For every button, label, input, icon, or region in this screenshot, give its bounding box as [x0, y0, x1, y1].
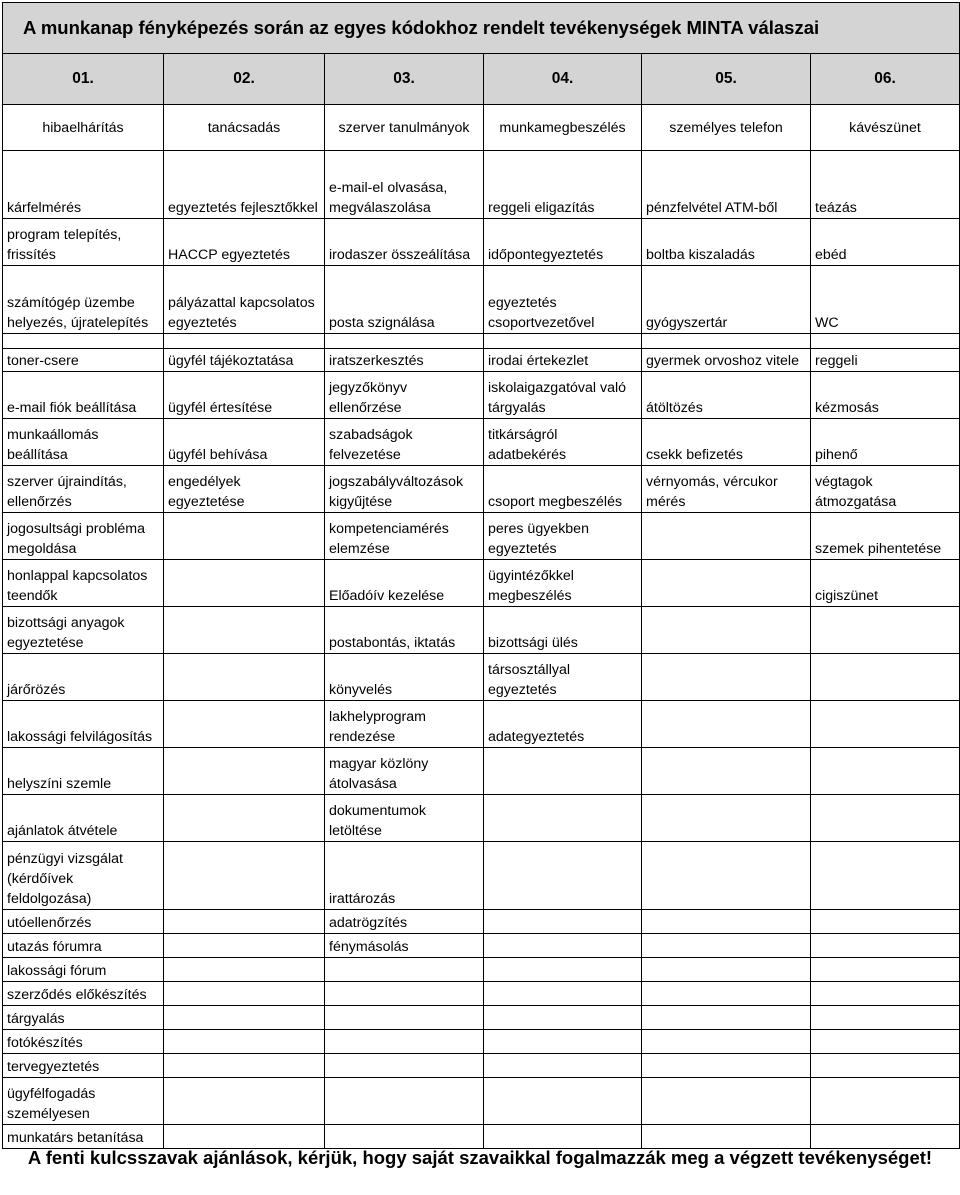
table-row-cell-4: irodai értekezlet — [484, 349, 642, 372]
table-row-cell-5: csekk befizetés — [642, 419, 811, 466]
table-row-cell-1: helyszíni szemle — [3, 748, 164, 795]
table-row-cell-2: engedélyek egyeztetése — [164, 466, 325, 513]
activity-table — [2, 2, 960, 1149]
table-row-cell-1: honlappal kapcsolatos teendők — [3, 560, 164, 607]
spacer-cell — [325, 334, 484, 349]
table-row — [3, 466, 960, 513]
table-row-cell-2 — [164, 1078, 325, 1125]
table-row — [3, 910, 960, 934]
table-row-cell-2 — [164, 701, 325, 748]
table-row-cell-1: számítógép üzembe helyezés, újratelepítés — [3, 266, 164, 334]
table-row-cell-5: gyermek orvoshoz vitele — [642, 349, 811, 372]
table-row-cell-5 — [642, 795, 811, 842]
table-row-cell-5: átöltözés — [642, 372, 811, 419]
table-row-cell-6: pihenő — [811, 419, 960, 466]
table-row-cell-4: adategyeztetés — [484, 701, 642, 748]
table-row-cell-5 — [642, 513, 811, 560]
table-row-cell-2 — [164, 842, 325, 910]
table-row-cell-1: szerver újraindítás, ellenőrzés — [3, 466, 164, 513]
table-row-cell-2 — [164, 560, 325, 607]
code-row-cell-4: 04. — [484, 54, 642, 105]
table-row-cell-1: munkaállomás beállítása — [3, 419, 164, 466]
table-row-cell-5: vérnyomás, vércukor mérés — [642, 466, 811, 513]
table-row-cell-4: peres ügyekben egyeztetés — [484, 513, 642, 560]
table-row-cell-6 — [811, 654, 960, 701]
table-row-cell-1: lakossági fórum — [3, 958, 164, 982]
header-row-cell-5: személyes telefon — [642, 105, 811, 151]
table-row-cell-4 — [484, 1078, 642, 1125]
table-row-cell-5 — [642, 1078, 811, 1125]
spacer-cell — [164, 334, 325, 349]
table-row-cell-4 — [484, 842, 642, 910]
table-row-cell-3 — [325, 1125, 484, 1149]
table-row-cell-2 — [164, 910, 325, 934]
table-row-cell-4: bizottsági ülés — [484, 607, 642, 654]
table-row-cell-4 — [484, 1030, 642, 1054]
table-row-cell-5 — [642, 842, 811, 910]
table-row-cell-1: munkatárs betanítása — [3, 1125, 164, 1149]
table-row — [3, 372, 960, 419]
table-row-cell-3 — [325, 1078, 484, 1125]
table-row-cell-6 — [811, 982, 960, 1006]
table-row — [3, 1125, 960, 1149]
table-row-cell-5: boltba kiszaladás — [642, 219, 811, 266]
table-row-cell-5 — [642, 1030, 811, 1054]
table-row — [3, 419, 960, 466]
table-row-cell-2: pályázattal kapcsolatos egyeztetés — [164, 266, 325, 334]
table-row-cell-2: ügyfél értesítése — [164, 372, 325, 419]
table-row-cell-5: pénzfelvétel ATM-ből — [642, 151, 811, 219]
table-row-cell-5 — [642, 910, 811, 934]
table-row-cell-4: iskolaigazgatóval való tárgyalás — [484, 372, 642, 419]
table-row-cell-4: társosztállyal egyeztetés — [484, 654, 642, 701]
table-row-cell-6: szemek pihentetése — [811, 513, 960, 560]
table-row-cell-6: ebéd — [811, 219, 960, 266]
table-row — [3, 607, 960, 654]
table-row-cell-4 — [484, 982, 642, 1006]
table-row — [3, 795, 960, 842]
table-row — [3, 219, 960, 266]
table-row — [3, 934, 960, 958]
table-row-cell-6: cigiszünet — [811, 560, 960, 607]
table-row-cell-3: adatrögzítés — [325, 910, 484, 934]
table-row — [3, 513, 960, 560]
table-row-cell-2: HACCP egyeztetés — [164, 219, 325, 266]
code-row-cell-3: 03. — [325, 54, 484, 105]
table-row-cell-6 — [811, 1125, 960, 1149]
header-row-cell-2: tanácsadás — [164, 105, 325, 151]
table-row-cell-6: kézmosás — [811, 372, 960, 419]
table-row-cell-6 — [811, 958, 960, 982]
table-row-cell-4: ügyintézőkkel megbeszélés — [484, 560, 642, 607]
table-row-cell-4 — [484, 958, 642, 982]
table-row-cell-1: toner-csere — [3, 349, 164, 372]
table-row-cell-4: csoport megbeszélés — [484, 466, 642, 513]
table-row-cell-1: bizottsági anyagok egyeztetése — [3, 607, 164, 654]
table-row-cell-5 — [642, 607, 811, 654]
table-row-cell-3 — [325, 982, 484, 1006]
table-row-cell-5 — [642, 1006, 811, 1030]
table-row-cell-5 — [642, 701, 811, 748]
table-row-cell-3: irodaszer összeálítása — [325, 219, 484, 266]
header-row-cell-1: hibaelhárítás — [3, 105, 164, 151]
table-row — [3, 958, 960, 982]
table-row-cell-2 — [164, 1125, 325, 1149]
table-row — [3, 654, 960, 701]
code-row-cell-5: 05. — [642, 54, 811, 105]
spacer-cell — [484, 334, 642, 349]
code-row-cell-1: 01. — [3, 54, 164, 105]
table-row-cell-4 — [484, 910, 642, 934]
table-row-cell-1: tárgyalás — [3, 1006, 164, 1030]
table-row-cell-3: fénymásolás — [325, 934, 484, 958]
table-row-cell-4: időpontegyeztetés — [484, 219, 642, 266]
table-row-cell-3: dokumentumok letöltése — [325, 795, 484, 842]
table-row-cell-1: program telepítés, frissítés — [3, 219, 164, 266]
table-row-cell-5 — [642, 654, 811, 701]
table-row-cell-5 — [642, 982, 811, 1006]
table-row — [3, 560, 960, 607]
table-row-cell-4 — [484, 1125, 642, 1149]
table-row-cell-1: kárfelmérés — [3, 151, 164, 219]
table-row-cell-2 — [164, 748, 325, 795]
table-row-cell-3 — [325, 1030, 484, 1054]
table-row-cell-1: utazás fórumra — [3, 934, 164, 958]
table-row-cell-3: könyvelés — [325, 654, 484, 701]
table-row — [3, 1078, 960, 1125]
table-row — [3, 982, 960, 1006]
table-row-cell-1: fotókészítés — [3, 1030, 164, 1054]
table-row-cell-6 — [811, 748, 960, 795]
table-row-cell-4: reggeli eligazítás — [484, 151, 642, 219]
table-row-cell-1: tervegyeztetés — [3, 1054, 164, 1078]
table-row — [3, 266, 960, 334]
table-row-cell-3: magyar közlöny átolvasása — [325, 748, 484, 795]
table-row-cell-3: jegyzőkönyv ellenőrzése — [325, 372, 484, 419]
table-row-cell-5 — [642, 934, 811, 958]
table-row-cell-6 — [811, 1078, 960, 1125]
spacer-row — [3, 334, 960, 349]
table-row-cell-3: kompetenciamérés elemzése — [325, 513, 484, 560]
table-row-cell-2 — [164, 1054, 325, 1078]
table-row-cell-6: WC — [811, 266, 960, 334]
table-row-cell-5 — [642, 560, 811, 607]
table-row-cell-3: e-mail-el olvasása, megválaszolása — [325, 151, 484, 219]
table-row-cell-6 — [811, 934, 960, 958]
table-row-cell-1: ajánlatok átvétele — [3, 795, 164, 842]
table-row-cell-6 — [811, 607, 960, 654]
header-row — [3, 105, 960, 151]
table-row-cell-4: egyeztetés csoportvezetővel — [484, 266, 642, 334]
table-row-cell-3 — [325, 1054, 484, 1078]
table-row-cell-4 — [484, 1054, 642, 1078]
header-row-cell-4: munkamegbeszélés — [484, 105, 642, 151]
table-row — [3, 842, 960, 910]
table-row-cell-2 — [164, 1006, 325, 1030]
table-row-cell-6: reggeli — [811, 349, 960, 372]
table-row-cell-5 — [642, 748, 811, 795]
table-row-cell-6: végtagok átmozgatása — [811, 466, 960, 513]
table-row-cell-6 — [811, 910, 960, 934]
spacer-cell — [811, 334, 960, 349]
table-row-cell-2: ügyfél tájékoztatása — [164, 349, 325, 372]
table-row-cell-3: Előadóív kezelése — [325, 560, 484, 607]
table-row-cell-3 — [325, 958, 484, 982]
footer-note: A fenti kulcsszavak ajánlások, kérjük, hogy saját szavaikkal fogalmazzák meg a végzett tevékenységet! — [27, 1147, 933, 1168]
table-row-cell-6 — [811, 701, 960, 748]
table-row-cell-2 — [164, 934, 325, 958]
table-row-cell-1: szerződés előkészítés — [3, 982, 164, 1006]
table-row-cell-5: gyógyszertár — [642, 266, 811, 334]
table-row-cell-6 — [811, 1030, 960, 1054]
table-row — [3, 151, 960, 219]
table-row-cell-4 — [484, 934, 642, 958]
table-row-cell-2: ügyfél behívása — [164, 419, 325, 466]
code-row-cell-6: 06. — [811, 54, 960, 105]
table-row-cell-6: teázás — [811, 151, 960, 219]
code-row — [3, 54, 960, 105]
table-row-cell-6 — [811, 795, 960, 842]
table-row-cell-3 — [325, 1006, 484, 1030]
table-row-cell-1: lakossági felvilágosítás — [3, 701, 164, 748]
table-row-cell-4 — [484, 795, 642, 842]
table-row-cell-1: ügyfélfogadás személyesen — [3, 1078, 164, 1125]
table-row-cell-2 — [164, 654, 325, 701]
table-row-cell-3: jogszabályváltozások kigyűjtése — [325, 466, 484, 513]
spacer-cell — [642, 334, 811, 349]
table-row-cell-1: utóellenőrzés — [3, 910, 164, 934]
table-row-cell-6 — [811, 1006, 960, 1030]
table-row-cell-2: egyeztetés fejlesztőkkel — [164, 151, 325, 219]
table-row — [3, 748, 960, 795]
table-row-cell-5 — [642, 1125, 811, 1149]
table-row-cell-5 — [642, 1054, 811, 1078]
table-row-cell-3: posta szignálása — [325, 266, 484, 334]
table-row — [3, 1006, 960, 1030]
table-row-cell-2 — [164, 982, 325, 1006]
table-row-cell-2 — [164, 513, 325, 560]
header-row-cell-3: szerver tanulmányok — [325, 105, 484, 151]
table-row-cell-2 — [164, 958, 325, 982]
table-row-cell-3: postabontás, iktatás — [325, 607, 484, 654]
table-row — [3, 1054, 960, 1078]
table-row-cell-4: titkárságról adatbekérés — [484, 419, 642, 466]
table-row-cell-1: e-mail fiók beállítása — [3, 372, 164, 419]
table-row-cell-1: járőrözés — [3, 654, 164, 701]
header-row-cell-6: kávészünet — [811, 105, 960, 151]
table-row-cell-3: lakhelyprogram rendezése — [325, 701, 484, 748]
spacer-cell — [3, 334, 164, 349]
table-row-cell-3: szabadságok felvezetése — [325, 419, 484, 466]
table-row-cell-6 — [811, 1054, 960, 1078]
table-row-cell-4 — [484, 1006, 642, 1030]
table-row — [3, 701, 960, 748]
table-row-cell-1: jogosultsági probléma megoldása — [3, 513, 164, 560]
table-row-cell-6 — [811, 842, 960, 910]
table-row-cell-5 — [642, 958, 811, 982]
table-row-cell-3: iratszerkesztés — [325, 349, 484, 372]
table-row-cell-1: pénzügyi vizsgálat (kérdőívek feldolgozása) — [3, 842, 164, 910]
table-row — [3, 1030, 960, 1054]
table-row-cell-2 — [164, 1030, 325, 1054]
table-row-cell-3: irattározás — [325, 842, 484, 910]
table-row-cell-4 — [484, 748, 642, 795]
table-row-cell-2 — [164, 795, 325, 842]
code-row-cell-2: 02. — [164, 54, 325, 105]
table-row-cell-2 — [164, 607, 325, 654]
table-row — [3, 349, 960, 372]
page-title: A munkanap fényképezés során az egyes kódokhoz rendelt tevékenységek MINTA válaszai — [3, 3, 960, 54]
